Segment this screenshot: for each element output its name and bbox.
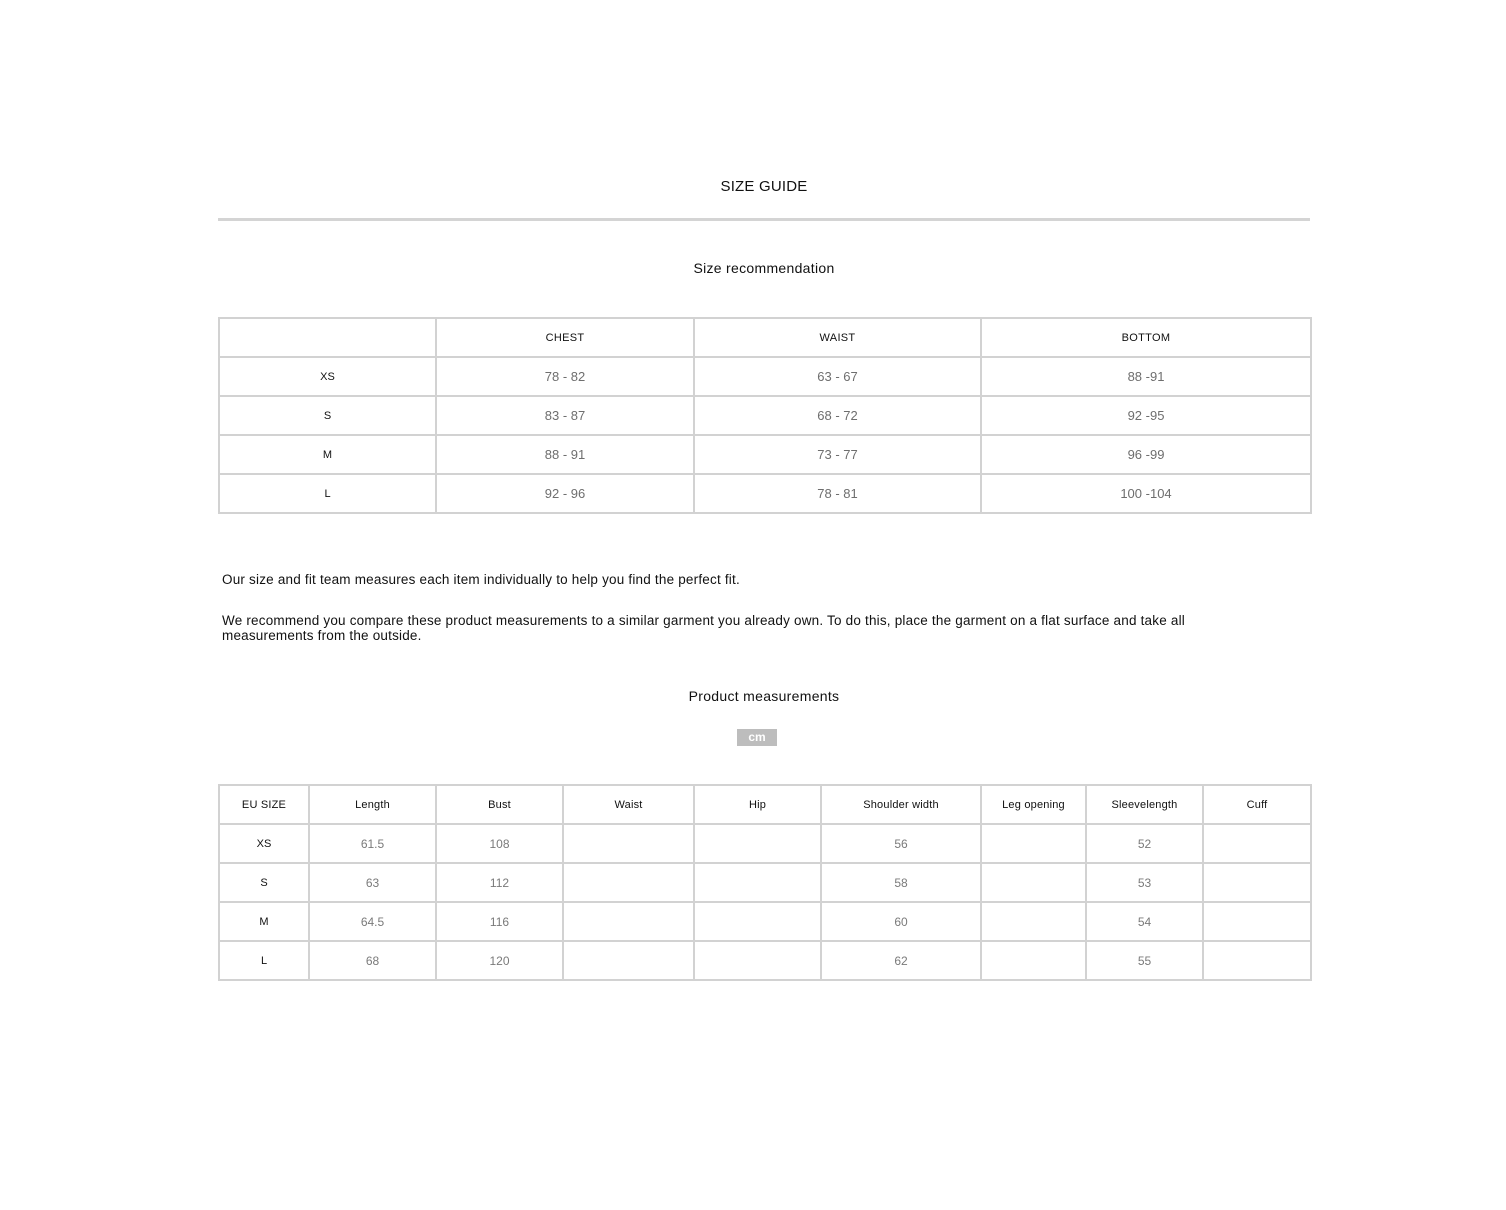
table-row [219, 824, 1311, 863]
hip-cell [694, 941, 821, 980]
bottom-cell: 92 -95 [981, 396, 1311, 435]
column-header-leg-opening: Leg opening [981, 785, 1086, 824]
product-measurements-heading: Product measurements [688, 688, 840, 704]
cuff-cell [1203, 824, 1311, 863]
cuff-cell [1203, 863, 1311, 902]
bottom-cell: 96 -99 [981, 435, 1311, 474]
column-header-chest: CHEST [436, 318, 694, 357]
table-row [219, 902, 1311, 941]
waist-cell: 63 - 67 [694, 357, 981, 396]
table-row [219, 357, 1311, 396]
table-row [219, 863, 1311, 902]
leg-opening-cell [981, 824, 1086, 863]
waist-cell: 73 - 77 [694, 435, 981, 474]
chest-cell: 88 - 91 [436, 435, 694, 474]
length-cell: 68 [309, 941, 436, 980]
column-header-size [219, 318, 436, 357]
hip-cell [694, 902, 821, 941]
size-cell: M [219, 902, 309, 941]
waist-cell [563, 824, 694, 863]
chest-cell: 83 - 87 [436, 396, 694, 435]
shoulder-width-cell: 58 [821, 863, 981, 902]
cuff-cell [1203, 902, 1311, 941]
table-header-row [219, 785, 1311, 824]
table-row [219, 474, 1311, 513]
column-header-bottom: BOTTOM [981, 318, 1311, 357]
waist-cell [563, 902, 694, 941]
bust-cell: 116 [436, 902, 563, 941]
size-cell: XS [219, 357, 436, 396]
table-header-row [219, 318, 1311, 357]
column-header-hip: Hip [694, 785, 821, 824]
bust-cell: 112 [436, 863, 563, 902]
table-row [219, 396, 1311, 435]
sleevelength-cell: 52 [1086, 824, 1203, 863]
column-header-eu-size: EU SIZE [219, 785, 309, 824]
size-cell: XS [219, 824, 309, 863]
measuring-instructions-paragraph: We recommend you compare these product measurements to a similar garment you already own. To do this, place the garment on a flat surface and take all measurements from the outside. [222, 613, 1185, 643]
column-header-sleevelength: Sleevelength [1086, 785, 1203, 824]
size-cell: S [219, 863, 309, 902]
size-cell: S [219, 396, 436, 435]
chest-cell: 78 - 82 [436, 357, 694, 396]
bottom-cell: 88 -91 [981, 357, 1311, 396]
shoulder-width-cell: 56 [821, 824, 981, 863]
sleevelength-cell: 54 [1086, 902, 1203, 941]
chest-cell: 92 - 96 [436, 474, 694, 513]
size-recommendation-heading: Size recommendation [693, 260, 835, 276]
bust-cell: 120 [436, 941, 563, 980]
size-cell: L [219, 474, 436, 513]
waist-cell: 68 - 72 [694, 396, 981, 435]
column-header-waist: WAIST [694, 318, 981, 357]
sleevelength-cell: 53 [1086, 863, 1203, 902]
column-header-length: Length [309, 785, 436, 824]
leg-opening-cell [981, 902, 1086, 941]
leg-opening-cell [981, 863, 1086, 902]
bottom-cell: 100 -104 [981, 474, 1311, 513]
length-cell: 63 [309, 863, 436, 902]
hip-cell [694, 824, 821, 863]
column-header-bust: Bust [436, 785, 563, 824]
column-header-waist: Waist [563, 785, 694, 824]
leg-opening-cell [981, 941, 1086, 980]
title-divider [218, 218, 1310, 221]
size-cell: M [219, 435, 436, 474]
page-title: SIZE GUIDE [720, 178, 808, 195]
length-cell: 64.5 [309, 902, 436, 941]
waist-cell [563, 941, 694, 980]
table-row [219, 941, 1311, 980]
waist-cell [563, 863, 694, 902]
table-row [219, 435, 1311, 474]
unit-badge-cm[interactable]: cm [737, 729, 777, 746]
cuff-cell [1203, 941, 1311, 980]
length-cell: 61.5 [309, 824, 436, 863]
column-header-shoulder-width: Shoulder width [821, 785, 981, 824]
bust-cell: 108 [436, 824, 563, 863]
size-recommendation-table [218, 317, 1312, 514]
sleevelength-cell: 55 [1086, 941, 1203, 980]
size-cell: L [219, 941, 309, 980]
fit-team-paragraph: Our size and fit team measures each item individually to help you find the perfect fit. [222, 572, 740, 587]
column-header-cuff: Cuff [1203, 785, 1311, 824]
shoulder-width-cell: 62 [821, 941, 981, 980]
hip-cell [694, 863, 821, 902]
waist-cell: 78 - 81 [694, 474, 981, 513]
shoulder-width-cell: 60 [821, 902, 981, 941]
product-measurements-table [218, 784, 1312, 981]
